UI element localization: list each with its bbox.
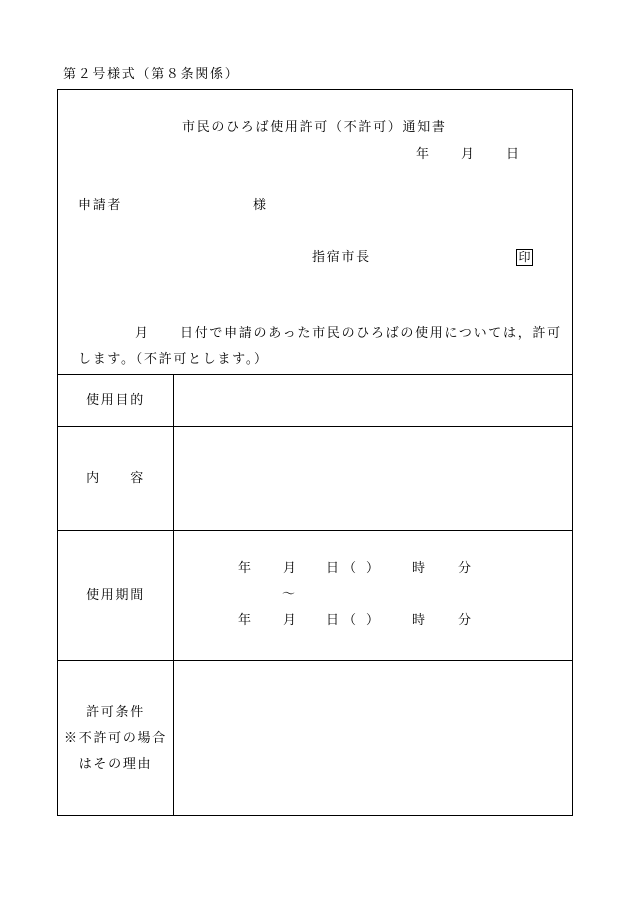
period-label: 使用期間 [86,587,145,603]
purpose-label-cell [58,375,173,426]
date-month-unit: 月 [461,147,476,162]
end-year-unit: 年 [238,613,253,628]
form-number: 第２号様式（第８条関係） [63,67,240,82]
start-hour-unit: 時 [412,561,427,576]
body-line-2: します。（不許可とします。） [78,352,269,367]
applicant-label: 申請者 [78,198,123,213]
conditions-label-line: ※不許可の場合 [64,730,167,746]
body-line-1: 日付で申請のあった市民のひろばの使用については，許可 [180,326,562,341]
end-paren-close: ） [366,613,381,628]
document-title: 市民のひろば使用許可（不許可）通知書 [182,120,447,135]
end-month-unit: 月 [283,613,298,628]
start-minute-unit: 分 [458,561,473,576]
date-year-unit: 年 [416,147,431,162]
purpose-label: 使用目的 [86,392,145,408]
content-field [174,427,572,530]
conditions-field [174,661,572,816]
conditions-label-line: 許可条件 [86,704,145,720]
purpose-field [174,375,572,426]
date-day-unit: 日 [506,147,521,162]
body-month-unit: 月 [135,326,150,341]
end-paren-open: （ [343,613,358,628]
content-label: 内 容 [86,470,145,486]
end-hour-unit: 時 [412,613,427,628]
conditions-label-cell [58,661,173,816]
period-separator: 〜 [282,587,297,602]
end-minute-unit: 分 [458,613,473,628]
content-label-cell [58,427,173,530]
end-day-unit: 日 [326,613,341,628]
applicant-honorific: 様 [253,198,268,213]
start-paren-open: （ [343,561,358,576]
period-label-cell [58,531,173,660]
start-year-unit: 年 [238,561,253,576]
start-day-unit: 日 [326,561,341,576]
issuer-name: 指宿市長 [312,250,371,265]
conditions-label-line: はその理由 [78,756,153,772]
start-month-unit: 月 [283,561,298,576]
start-paren-close: ） [366,561,381,576]
seal-mark: 印 [516,249,533,266]
